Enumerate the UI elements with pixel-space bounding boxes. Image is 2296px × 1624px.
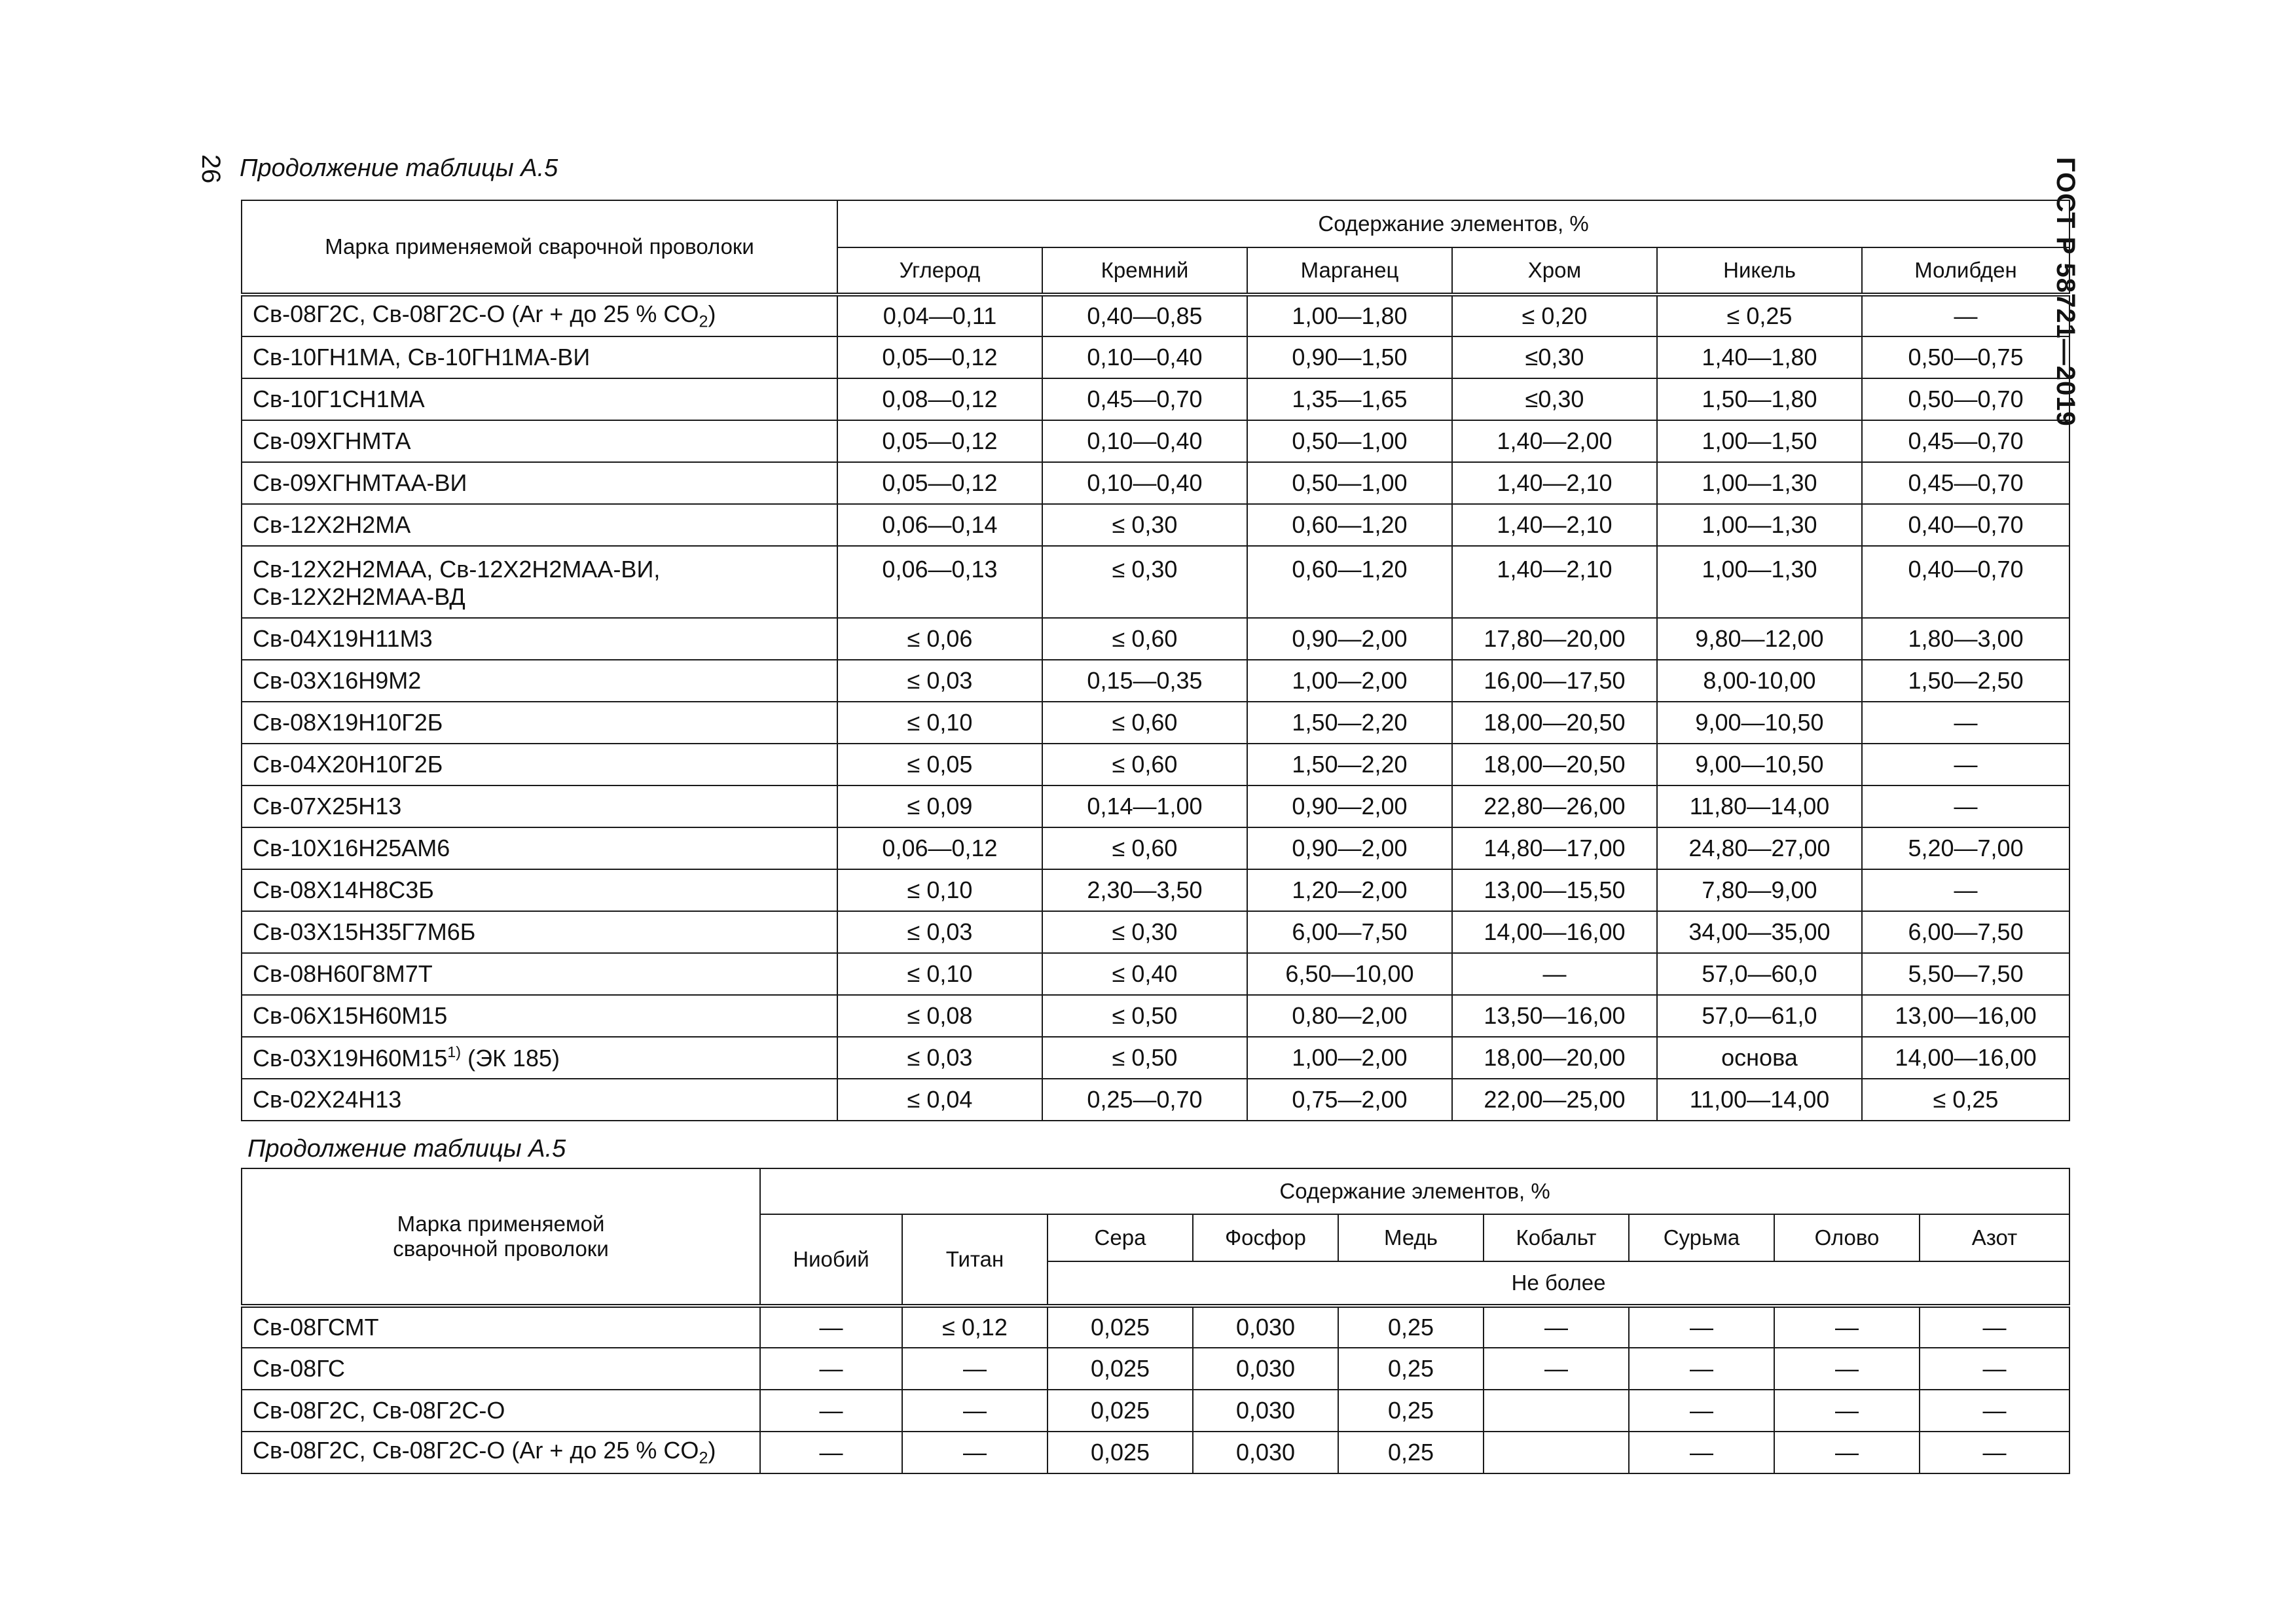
value-cell: ≤ 0,04	[837, 1079, 1042, 1121]
value-cell: ≤ 0,60	[1042, 618, 1247, 660]
table-row	[242, 744, 2069, 785]
brand-name: Св-10ГН1МА, Св-10ГН1МА-ВИ	[253, 344, 591, 370]
brand-cell	[242, 1348, 760, 1390]
value-cell: 17,80—20,00	[1452, 618, 1657, 660]
value-cell: 1,00—1,30	[1657, 462, 1862, 504]
value-cell: —	[1862, 785, 2069, 827]
brand-name: Св-08Г2С, Св-08Г2С-О (Ar + до 25 % CO	[253, 1437, 699, 1464]
value-cell: 0,10—0,40	[1042, 420, 1247, 462]
brand-header-line: Марка применяемой	[397, 1212, 605, 1236]
value-cell: 0,25	[1338, 1348, 1484, 1390]
brand-cell	[242, 1079, 837, 1121]
column-header: Марганец	[1247, 247, 1452, 295]
value-cell: 0,50—0,75	[1862, 336, 2069, 378]
table-row	[242, 702, 2069, 744]
table-row	[242, 1432, 2069, 1473]
value-cell: 24,80—27,00	[1657, 827, 1862, 869]
value-cell: 0,25	[1338, 1432, 1484, 1473]
value-cell: 13,00—15,50	[1452, 869, 1657, 911]
subscript: 2	[699, 312, 708, 331]
value-cell: 13,50—16,00	[1452, 995, 1657, 1037]
value-cell: ≤ 0,06	[837, 618, 1042, 660]
composition-table-impurities	[241, 1168, 2070, 1474]
value-cell: 0,05—0,12	[837, 420, 1042, 462]
value-cell: 0,50—1,00	[1247, 462, 1452, 504]
value-cell: 8,00-10,00	[1657, 660, 1862, 702]
brand-name: Св-08Х14Н8С3Б	[253, 876, 434, 903]
brand-name: Св-08Н60Г8М7Т	[253, 960, 433, 987]
brand-header-line: сварочной проволоки	[393, 1236, 609, 1261]
value-cell: 0,45—0,70	[1862, 420, 2069, 462]
column-header: Олово	[1774, 1214, 1920, 1261]
value-cell: 1,00—1,30	[1657, 504, 1862, 546]
value-cell: 0,45—0,70	[1042, 378, 1247, 420]
value-cell: 1,40—2,10	[1452, 504, 1657, 546]
table-row	[242, 420, 2069, 462]
composition-table-main	[241, 200, 2070, 1121]
value-cell: 0,04—0,11	[837, 295, 1042, 336]
value-cell: 11,80—14,00	[1657, 785, 1862, 827]
column-header: Титан	[902, 1214, 1048, 1306]
brand-cell	[242, 660, 837, 702]
brand-name: Св-08Х19Н10Г2Б	[253, 709, 443, 736]
table-row	[242, 618, 2069, 660]
value-cell: ≤ 0,03	[837, 1037, 1042, 1079]
value-cell: 18,00—20,50	[1452, 702, 1657, 744]
value-cell: —	[760, 1348, 902, 1390]
value-cell: 7,80—9,00	[1657, 869, 1862, 911]
brand-name: Св-04Х19Н11М3	[253, 625, 433, 652]
brand-cell	[242, 504, 837, 546]
value-cell: 1,20—2,00	[1247, 869, 1452, 911]
value-cell: ≤ 0,25	[1657, 295, 1862, 336]
brand-cell	[242, 618, 837, 660]
column-header: Углерод	[837, 247, 1042, 295]
value-cell: 13,00—16,00	[1862, 995, 2069, 1037]
column-header: Медь	[1338, 1214, 1484, 1261]
brand-name: Св-07Х25Н13	[253, 793, 402, 820]
brand-cell	[242, 911, 837, 953]
value-cell: 1,40—2,00	[1452, 420, 1657, 462]
value-cell: —	[1862, 744, 2069, 785]
value-cell: —	[1862, 702, 2069, 744]
value-cell: основа	[1657, 1037, 1862, 1079]
brand-name: Св-10Г1СН1МА	[253, 386, 425, 412]
value-cell: ≤ 0,60	[1042, 702, 1247, 744]
value-cell: ≤ 0,10	[837, 869, 1042, 911]
brand-name: Св-04Х20Н10Г2Б	[253, 751, 443, 778]
value-cell: 0,25	[1338, 1306, 1484, 1348]
value-cell: —	[902, 1432, 1048, 1473]
value-cell: 2,30—3,50	[1042, 869, 1247, 911]
value-cell: 0,40—0,70	[1862, 504, 2069, 546]
value-cell: —	[1862, 869, 2069, 911]
value-cell: 0,90—1,50	[1247, 336, 1452, 378]
table-caption: Продолжение таблицы А.5	[247, 1135, 566, 1163]
brand-name: Св-03Х16Н9М2	[253, 667, 422, 694]
column-header: Сера	[1048, 1214, 1193, 1261]
value-cell: 0,025	[1048, 1348, 1193, 1390]
value-cell: 18,00—20,00	[1452, 1037, 1657, 1079]
value-cell: 1,40—2,10	[1452, 546, 1657, 618]
value-cell: —	[1862, 295, 2069, 336]
value-cell: 5,50—7,50	[1862, 953, 2069, 995]
value-cell: 9,80—12,00	[1657, 618, 1862, 660]
table-row	[242, 295, 2069, 336]
value-cell: 1,50—1,80	[1657, 378, 1862, 420]
brand-cell	[242, 546, 837, 618]
value-cell: ≤ 0,25	[1862, 1079, 2069, 1121]
value-cell: ≤ 0,03	[837, 660, 1042, 702]
table-row	[242, 1390, 2069, 1432]
value-cell: ≤ 0,60	[1042, 744, 1247, 785]
brand-cell	[242, 462, 837, 504]
value-cell: 22,80—26,00	[1452, 785, 1657, 827]
table-row	[242, 1348, 2069, 1390]
value-cell: ≤ 0,08	[837, 995, 1042, 1037]
brand-cell	[242, 995, 837, 1037]
group-header: Содержание элементов, %	[760, 1168, 2069, 1214]
table-row	[242, 827, 2069, 869]
value-cell: 0,05—0,12	[837, 336, 1042, 378]
value-cell: ≤ 0,12	[902, 1306, 1048, 1348]
brand-name: Св-02Х24Н13	[253, 1086, 402, 1113]
value-cell: —	[1484, 1306, 1629, 1348]
value-cell: 14,00—16,00	[1452, 911, 1657, 953]
value-cell: ≤0,30	[1452, 336, 1657, 378]
value-cell: ≤ 0,09	[837, 785, 1042, 827]
value-cell: 0,06—0,14	[837, 504, 1042, 546]
footnote-mark: 1)	[447, 1043, 462, 1060]
value-cell: —	[1774, 1348, 1920, 1390]
brand-cell	[242, 953, 837, 995]
value-cell: 14,80—17,00	[1452, 827, 1657, 869]
value-cell: 0,10—0,40	[1042, 462, 1247, 504]
value-cell: 5,20—7,00	[1862, 827, 2069, 869]
value-cell: 0,90—2,00	[1247, 618, 1452, 660]
value-cell: —	[760, 1306, 902, 1348]
column-header: Кремний	[1042, 247, 1247, 295]
table-row	[242, 953, 2069, 995]
brand-cell	[242, 420, 837, 462]
table-row	[242, 462, 2069, 504]
value-cell: 0,06—0,13	[837, 546, 1042, 618]
value-cell: 18,00—20,50	[1452, 744, 1657, 785]
value-cell: 1,00—2,00	[1247, 1037, 1452, 1079]
brand-name: Св-09ХГНМТА	[253, 427, 411, 454]
brand-cell	[242, 1306, 760, 1348]
brand-name-tail: (ЭК 185)	[461, 1045, 560, 1072]
value-cell: 6,00—7,50	[1247, 911, 1452, 953]
value-cell: —	[902, 1390, 1048, 1432]
value-cell: ≤ 0,40	[1042, 953, 1247, 995]
value-cell: —	[1629, 1432, 1774, 1473]
value-cell: —	[1629, 1390, 1774, 1432]
value-cell: 0,40—0,70	[1862, 546, 2069, 618]
value-cell: 1,00—2,00	[1247, 660, 1452, 702]
value-cell: ≤ 0,10	[837, 953, 1042, 995]
brand-header	[242, 1168, 760, 1306]
value-cell: 0,50—1,00	[1247, 420, 1452, 462]
brand-name: Св-08Г2С, Св-08Г2С-О (Ar + до 25 % CO	[253, 300, 699, 328]
value-cell: ≤ 0,60	[1042, 827, 1247, 869]
value-cell: 57,0—60,0	[1657, 953, 1862, 995]
brand-name-tail: )	[708, 300, 716, 328]
table-body	[242, 295, 2069, 1121]
value-cell: ≤ 0,10	[837, 702, 1042, 744]
brand-name: Св-12Х2Н2МА	[253, 511, 411, 538]
value-cell: —	[1774, 1432, 1920, 1473]
table-row	[242, 911, 2069, 953]
value-cell: 0,75—2,00	[1247, 1079, 1452, 1121]
standard-code: ГОСТ Р 58721—2019	[2051, 157, 2080, 427]
table-row	[242, 504, 2069, 546]
page-number: 26	[196, 154, 225, 184]
value-cell: —	[1920, 1432, 2069, 1473]
value-cell: 0,10—0,40	[1042, 336, 1247, 378]
value-cell	[1484, 1390, 1629, 1432]
value-cell: 0,60—1,20	[1247, 504, 1452, 546]
brand-header: Марка применяемой сварочной проволоки	[242, 200, 837, 295]
value-cell: 0,025	[1048, 1306, 1193, 1348]
brand-name-line2: Св-12Х2Н2МАА-ВД	[253, 583, 465, 610]
value-cell: 1,50—2,20	[1247, 744, 1452, 785]
value-cell: —	[1920, 1348, 2069, 1390]
table-caption: Продолжение таблицы А.5	[240, 154, 558, 182]
value-cell: ≤ 0,03	[837, 911, 1042, 953]
value-cell: 0,08—0,12	[837, 378, 1042, 420]
brand-cell	[242, 827, 837, 869]
value-cell: 6,00—7,50	[1862, 911, 2069, 953]
value-cell: 22,00—25,00	[1452, 1079, 1657, 1121]
column-header: Фосфор	[1193, 1214, 1338, 1261]
column-header: Азот	[1920, 1214, 2069, 1261]
value-cell: 6,50—10,00	[1247, 953, 1452, 995]
brand-name: Св-12Х2Н2МАА, Св-12Х2Н2МАА-ВИ,	[253, 556, 661, 583]
value-cell: 0,14—1,00	[1042, 785, 1247, 827]
brand-name: Св-08Г2С, Св-08Г2С-О	[253, 1397, 505, 1424]
brand-cell	[242, 744, 837, 785]
value-cell: 0,05—0,12	[837, 462, 1042, 504]
value-cell: —	[760, 1432, 902, 1473]
value-cell: 0,030	[1193, 1432, 1338, 1473]
value-cell: 1,00—1,30	[1657, 546, 1862, 618]
value-cell: 0,45—0,70	[1862, 462, 2069, 504]
table-row	[242, 785, 2069, 827]
value-cell: 0,06—0,12	[837, 827, 1042, 869]
value-cell: —	[1774, 1390, 1920, 1432]
brand-name: Св-03Х19Н60М15	[253, 1045, 448, 1072]
value-cell: 1,00—1,50	[1657, 420, 1862, 462]
value-cell: 1,40—2,10	[1452, 462, 1657, 504]
value-cell: 14,00—16,00	[1862, 1037, 2069, 1079]
value-cell: 0,90—2,00	[1247, 785, 1452, 827]
brand-name: Св-08ГСМТ	[253, 1314, 379, 1341]
table-row	[242, 995, 2069, 1037]
value-cell: ≤0,30	[1452, 378, 1657, 420]
value-cell: 0,60—1,20	[1247, 546, 1452, 618]
value-cell: —	[902, 1348, 1048, 1390]
value-cell: 0,25—0,70	[1042, 1079, 1247, 1121]
value-cell: —	[760, 1390, 902, 1432]
brand-cell	[242, 1037, 837, 1079]
brand-cell	[242, 869, 837, 911]
value-cell: 0,90—2,00	[1247, 827, 1452, 869]
value-cell: 1,40—1,80	[1657, 336, 1862, 378]
table-row	[242, 336, 2069, 378]
value-cell: —	[1484, 1348, 1629, 1390]
brand-name-tail: )	[708, 1437, 716, 1464]
brand-cell	[242, 785, 837, 827]
value-cell: 0,40—0,85	[1042, 295, 1247, 336]
brand-cell	[242, 295, 837, 336]
value-cell: 0,80—2,00	[1247, 995, 1452, 1037]
subscript: 2	[699, 1449, 708, 1468]
brand-name: Св-10Х16Н25АМ6	[253, 835, 450, 861]
table-row	[242, 869, 2069, 911]
brand-name: Св-03Х15Н35Г7М6Б	[253, 918, 476, 945]
value-cell: 1,00—1,80	[1247, 295, 1452, 336]
value-cell: —	[1629, 1348, 1774, 1390]
table-row	[242, 1306, 2069, 1348]
brand-name: Св-08ГС	[253, 1355, 346, 1382]
brand-name: Св-06Х15Н60М15	[253, 1002, 448, 1029]
value-cell: —	[1774, 1306, 1920, 1348]
value-cell: 34,00—35,00	[1657, 911, 1862, 953]
value-cell: 9,00—10,50	[1657, 744, 1862, 785]
table-body	[242, 1306, 2069, 1473]
table-row	[242, 378, 2069, 420]
limit-subheader: Не более	[1048, 1261, 2069, 1306]
value-cell: 0,030	[1193, 1390, 1338, 1432]
brand-cell	[242, 336, 837, 378]
value-cell: —	[1920, 1306, 2069, 1348]
value-cell: 0,50—0,70	[1862, 378, 2069, 420]
group-header: Содержание элементов, %	[837, 200, 2069, 247]
value-cell: ≤ 0,20	[1452, 295, 1657, 336]
value-cell: 16,00—17,50	[1452, 660, 1657, 702]
column-header: Ниобий	[760, 1214, 902, 1306]
value-cell: ≤ 0,30	[1042, 911, 1247, 953]
value-cell: —	[1452, 953, 1657, 995]
table-row	[242, 1079, 2069, 1121]
value-cell: 0,025	[1048, 1390, 1193, 1432]
table-row	[242, 1037, 2069, 1079]
value-cell: 1,80—3,00	[1862, 618, 2069, 660]
value-cell: 0,030	[1193, 1348, 1338, 1390]
column-header: Сурьма	[1629, 1214, 1774, 1261]
table-row	[242, 546, 2069, 618]
value-cell: ≤ 0,30	[1042, 546, 1247, 618]
value-cell: 1,50—2,20	[1247, 702, 1452, 744]
value-cell: 1,50—2,50	[1862, 660, 2069, 702]
table-row	[242, 660, 2069, 702]
column-header: Хром	[1452, 247, 1657, 295]
value-cell: 0,030	[1193, 1306, 1338, 1348]
brand-cell	[242, 702, 837, 744]
value-cell: 57,0—61,0	[1657, 995, 1862, 1037]
brand-cell	[242, 378, 837, 420]
column-header: Кобальт	[1484, 1214, 1629, 1261]
value-cell: 1,35—1,65	[1247, 378, 1452, 420]
value-cell: 0,15—0,35	[1042, 660, 1247, 702]
brand-cell	[242, 1390, 760, 1432]
value-cell: 9,00—10,50	[1657, 702, 1862, 744]
value-cell: —	[1629, 1306, 1774, 1348]
column-header: Молибден	[1862, 247, 2069, 295]
value-cell: ≤ 0,30	[1042, 504, 1247, 546]
value-cell	[1484, 1432, 1629, 1473]
column-header: Никель	[1657, 247, 1862, 295]
brand-cell	[242, 1432, 760, 1473]
value-cell: ≤ 0,05	[837, 744, 1042, 785]
value-cell: 0,25	[1338, 1390, 1484, 1432]
value-cell: —	[1920, 1390, 2069, 1432]
value-cell: ≤ 0,50	[1042, 995, 1247, 1037]
value-cell: 0,025	[1048, 1432, 1193, 1473]
brand-name: Св-09ХГНМТАА-ВИ	[253, 469, 467, 496]
value-cell: 11,00—14,00	[1657, 1079, 1862, 1121]
value-cell: ≤ 0,50	[1042, 1037, 1247, 1079]
